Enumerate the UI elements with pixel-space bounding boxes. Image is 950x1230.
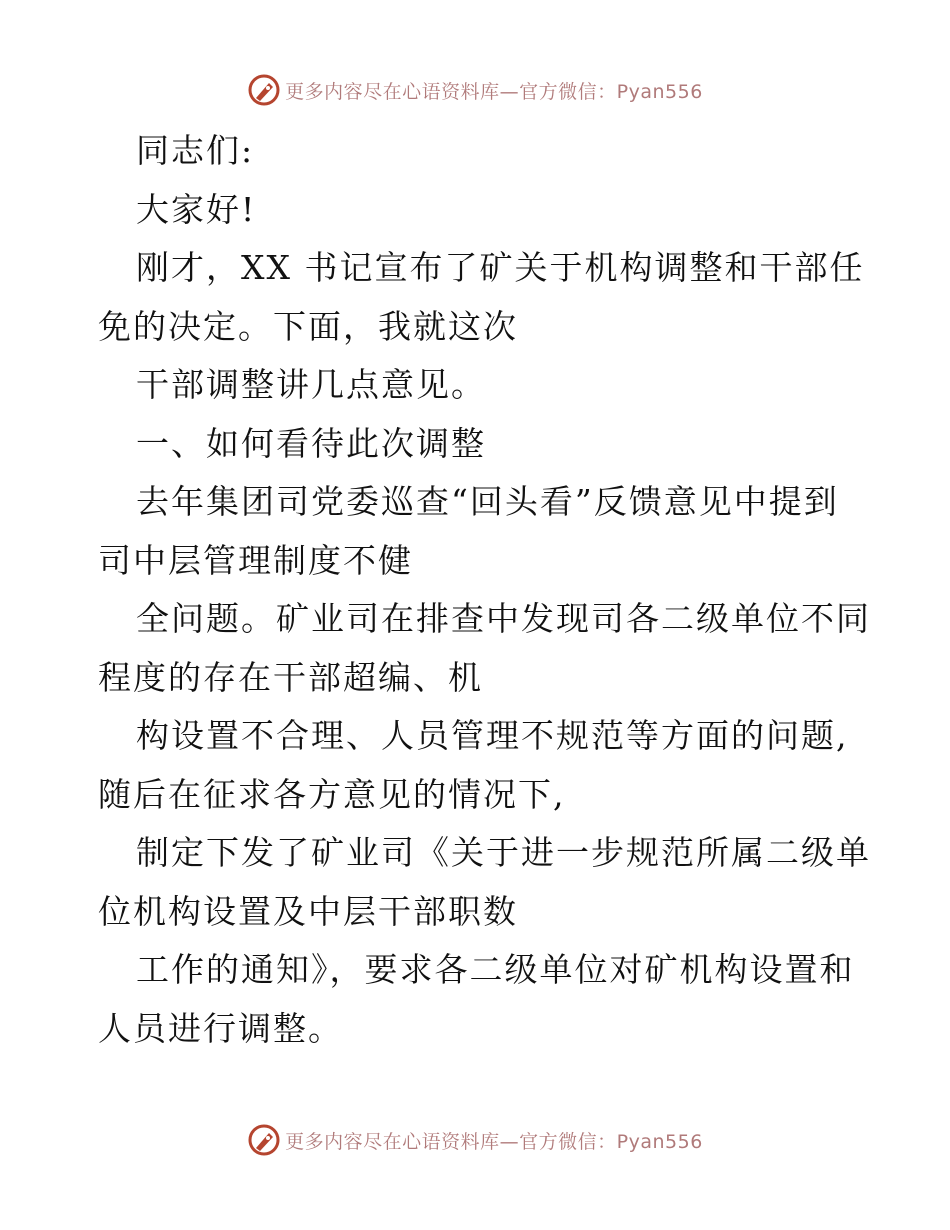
paragraph-line: 位机构设置及中层干部职数 — [98, 891, 518, 931]
paragraph-line: 构设置不合理、人员管理不规范等方面的问题, — [136, 716, 849, 755]
paragraph-line: 刚才，XX 书记宣布了矿关于机构调整和干部任 — [136, 248, 865, 287]
paragraph-line: 工作的通知》，要求各二级单位对矿机构设置和 — [136, 950, 855, 989]
paragraph-line: 去年集团司党委巡查“回头看”反馈意见中提到 — [136, 482, 839, 521]
paragraph-line: 司中层管理制度不健 — [98, 540, 413, 580]
section-heading: 一、如何看待此次调整 — [136, 423, 486, 463]
document-body — [98, 122, 871, 1058]
paragraph-line: 大家好! — [136, 189, 257, 229]
pen-nib-circle-icon — [247, 73, 281, 107]
watermark-text: 更多内容尽在心语资料库—官方微信：Pyan556 — [285, 1130, 703, 1153]
header-watermark — [0, 70, 950, 110]
pen-nib-circle-icon — [247, 1123, 281, 1157]
paragraph-line: 干部调整讲几点意见。 — [136, 365, 486, 404]
paragraph-line: 免的决定。下面，我就这次 — [98, 306, 518, 346]
paragraph-line: 随后在征求各方意见的情况下, — [98, 774, 566, 814]
paragraph-line: 制定下发了矿业司《关于进一步规范所属二级单 — [136, 833, 871, 872]
paragraph-line: 程度的存在干部超编、机 — [98, 657, 483, 697]
footer-watermark — [0, 1120, 950, 1160]
watermark-text: 更多内容尽在心语资料库—官方微信：Pyan556 — [285, 80, 703, 103]
paragraph-line: 同志们: — [136, 131, 255, 170]
paragraph-line: 人员进行调整。 — [98, 1008, 343, 1048]
paragraph-line: 全问题。矿业司在排查中发现司各二级单位不同 — [136, 599, 871, 638]
